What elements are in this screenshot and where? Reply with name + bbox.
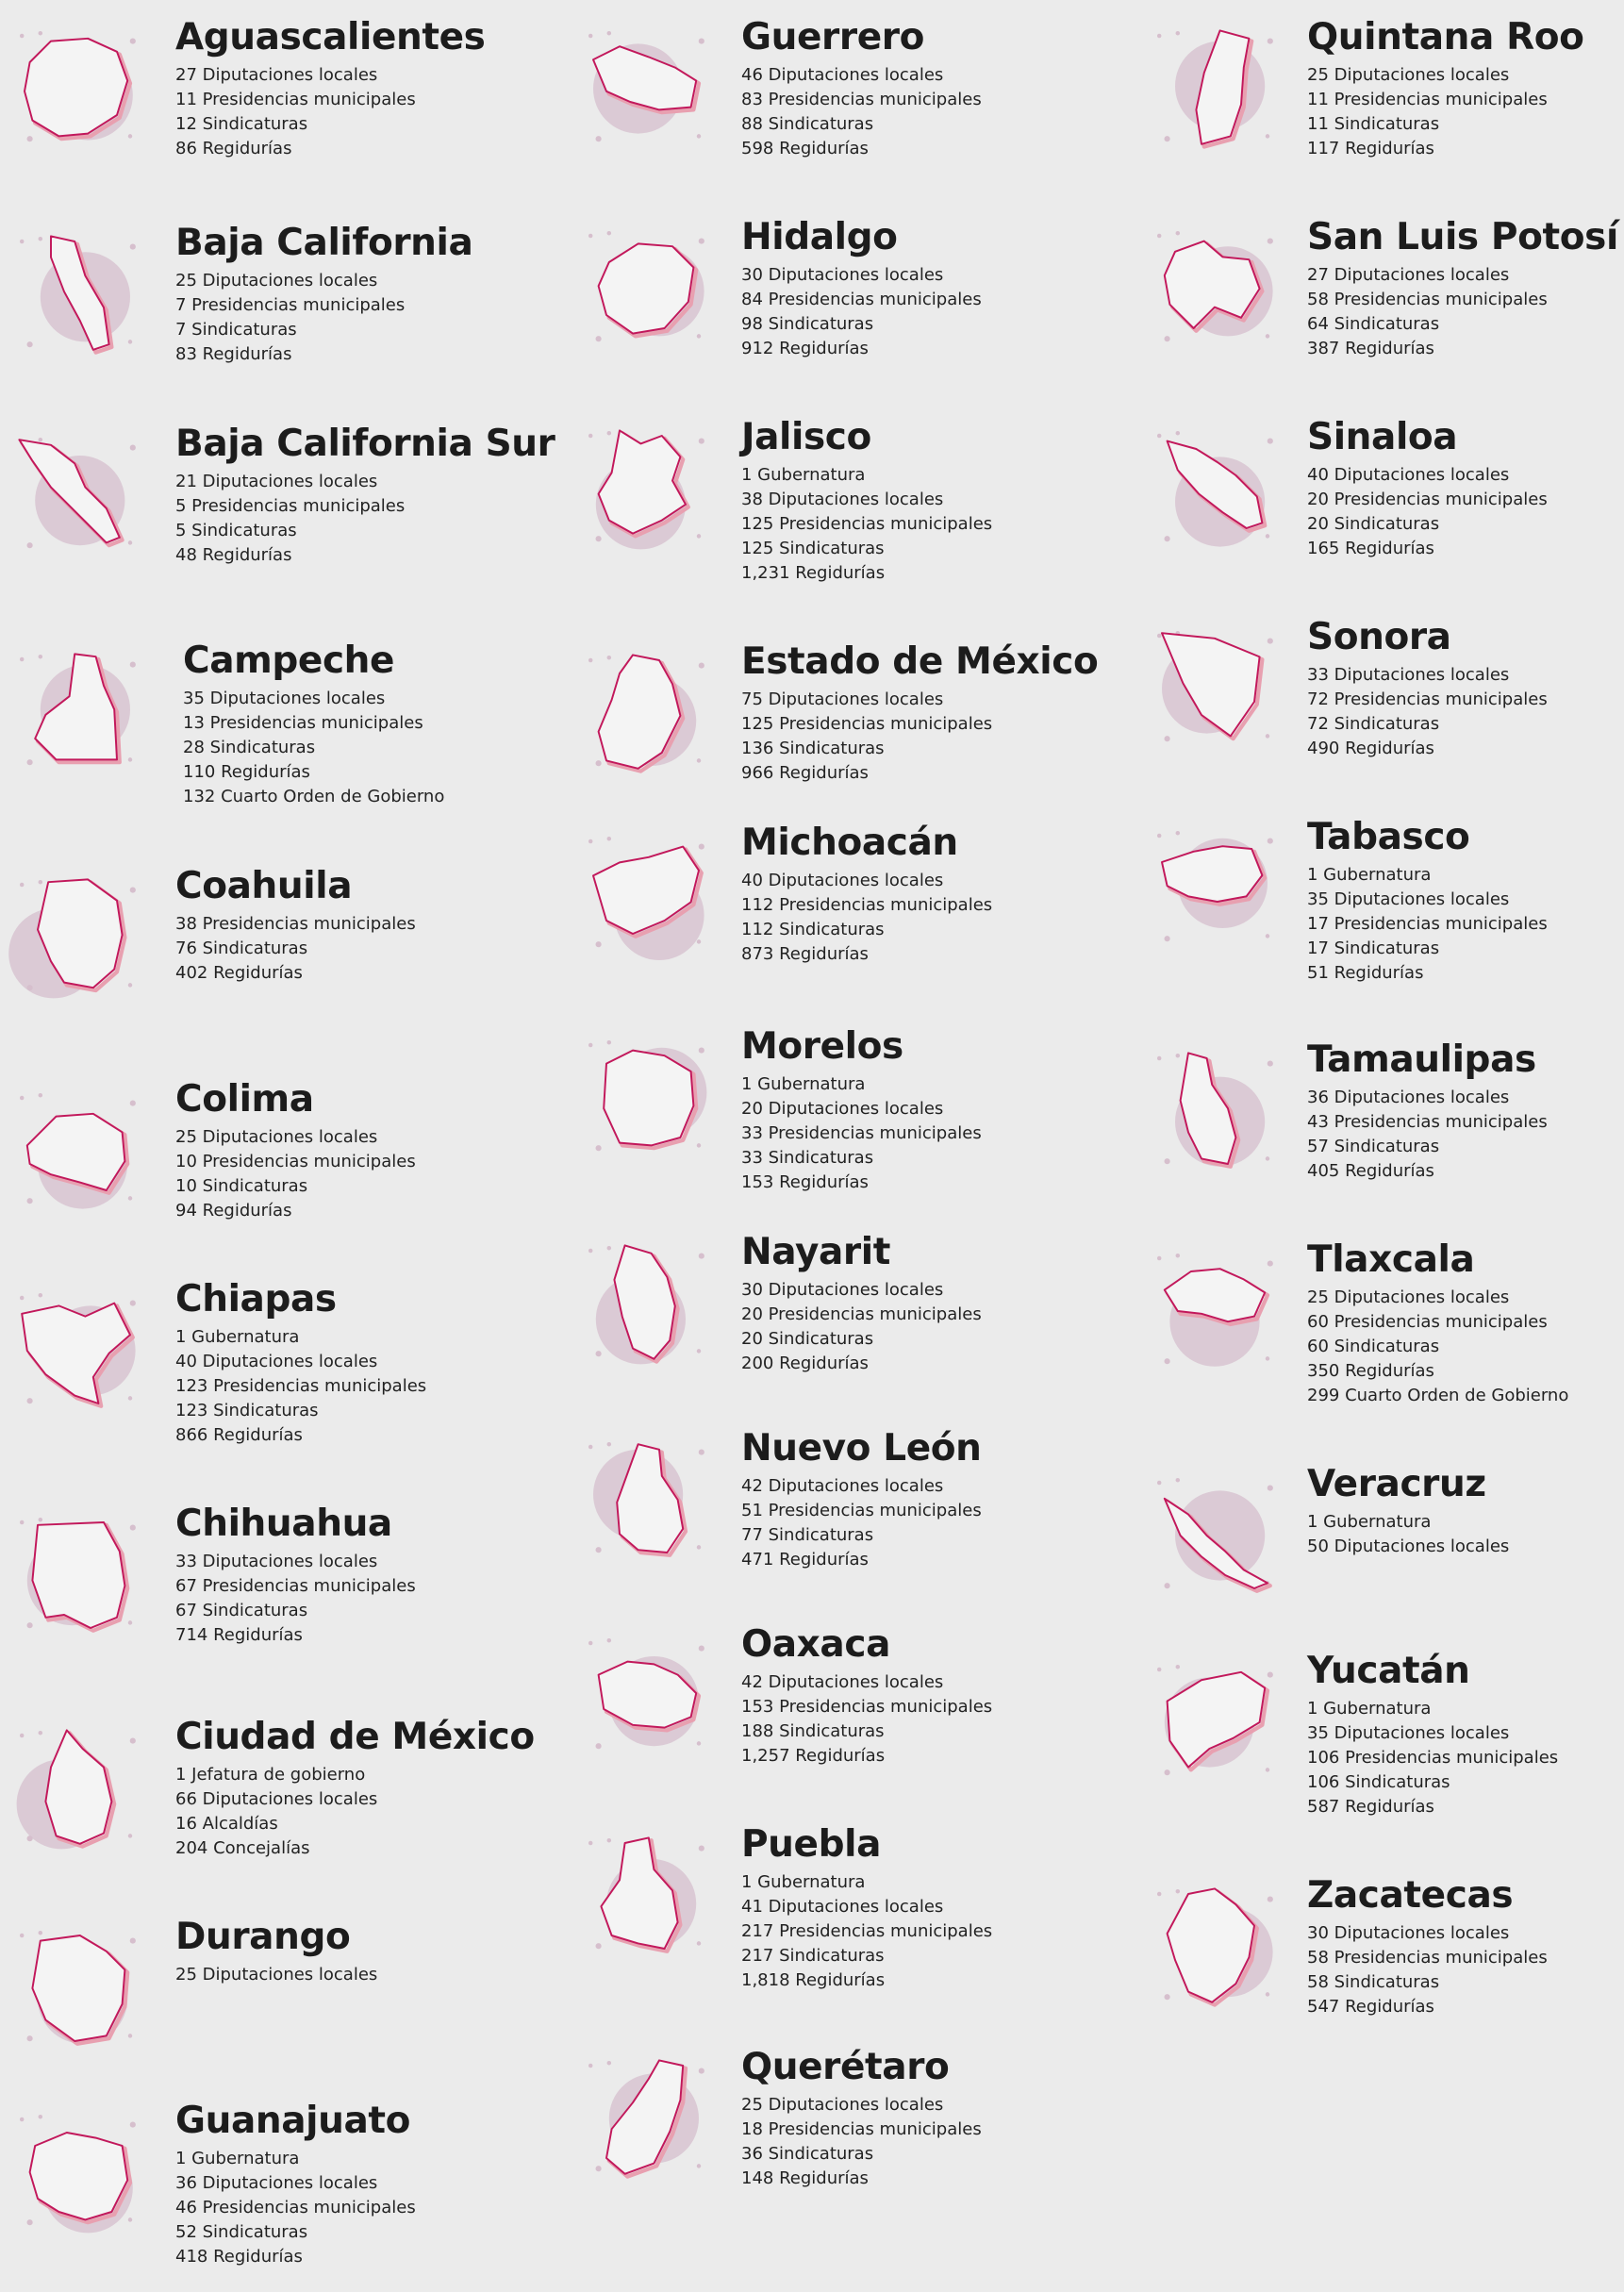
state-name: Chiapas xyxy=(175,1278,337,1320)
state-name: Sonora xyxy=(1307,616,1451,658)
positions-list xyxy=(741,2093,982,2191)
position-count: 1 Gubernatura xyxy=(1307,865,1432,885)
position-count: 1,257 Regidurías xyxy=(741,1746,886,1766)
position-count: 153 Presidencias municipales xyxy=(741,1697,993,1717)
position-count: 136 Sindicaturas xyxy=(741,739,885,758)
state-name: Estado de México xyxy=(741,640,1099,683)
positions-list xyxy=(1307,263,1618,361)
position-count: 12 Sindicaturas xyxy=(175,114,308,134)
state-name: San Luis Potosí xyxy=(1307,216,1618,258)
position-count: 51 Presidencias municipales xyxy=(741,1501,982,1520)
position-count: 20 Presidencias municipales xyxy=(741,1304,982,1324)
positions-list xyxy=(175,1550,416,1648)
position-count: 28 Sindicaturas xyxy=(183,738,316,757)
state-info xyxy=(175,1503,416,1648)
state-name: Guanajuato xyxy=(175,2100,411,2142)
position-count: 148 Regidurías xyxy=(741,2168,869,2188)
position-count: 714 Regidurías xyxy=(175,1625,303,1645)
state-name: Veracruz xyxy=(1307,1463,1486,1505)
zacatecas-map-icon xyxy=(1149,1881,1281,2013)
position-count: 204 Concejalías xyxy=(175,1838,310,1858)
position-count: 11 Presidencias municipales xyxy=(175,90,416,109)
position-count: 25 Diputaciones locales xyxy=(175,1965,378,1985)
position-count: 110 Regidurías xyxy=(183,762,310,782)
state-info xyxy=(175,1917,377,1987)
state-name: Guerrero xyxy=(741,16,924,58)
state-info xyxy=(741,1824,992,1993)
position-count: 86 Regidurías xyxy=(175,139,292,158)
position-count: 66 Diputaciones locales xyxy=(175,1789,378,1809)
tabasco-map-icon xyxy=(1149,822,1281,955)
position-count: 217 Sindicaturas xyxy=(741,1946,885,1966)
estado-de-mexico-map-icon xyxy=(580,647,712,779)
position-count: 20 Diputaciones locales xyxy=(741,1099,944,1119)
durango-map-icon xyxy=(11,1922,143,2054)
positions-list xyxy=(1307,663,1548,761)
position-count: 123 Presidencias municipales xyxy=(175,1376,427,1396)
position-count: 30 Diputaciones locales xyxy=(1307,1923,1510,1943)
position-count: 587 Regidurías xyxy=(1307,1797,1434,1817)
position-count: 7 Presidencias municipales xyxy=(175,295,406,315)
campeche-map-icon xyxy=(11,646,143,778)
ciudad-de-mexico-map-icon xyxy=(11,1722,143,1854)
column-2 xyxy=(566,0,1107,2292)
position-count: 966 Regidurías xyxy=(741,763,869,783)
position-count: 299 Cuarto Orden de Gobierno xyxy=(1307,1386,1569,1405)
positions-list xyxy=(741,1278,982,1376)
state-info xyxy=(1307,1875,1548,2019)
positions-list xyxy=(741,1474,982,1572)
colima-map-icon xyxy=(11,1085,143,1217)
position-count: 64 Sindicaturas xyxy=(1307,314,1440,334)
position-count: 57 Sindicaturas xyxy=(1307,1137,1440,1156)
position-count: 16 Alcaldías xyxy=(175,1814,278,1834)
morelos-map-icon xyxy=(580,1032,712,1164)
state-name: Tamaulipas xyxy=(1307,1038,1536,1081)
baja-california-map-icon xyxy=(11,228,143,360)
state-name: Baja California Sur xyxy=(175,423,555,465)
position-count: 67 Presidencias municipales xyxy=(175,1576,416,1596)
state-name: Michoacán xyxy=(741,822,958,864)
state-info xyxy=(175,17,486,161)
queretaro-map-icon xyxy=(580,2052,712,2184)
position-count: 5 Presidencias municipales xyxy=(175,496,406,516)
positions-list xyxy=(175,912,416,986)
state-name: Durango xyxy=(175,1916,351,1958)
position-count: 30 Diputaciones locales xyxy=(741,265,944,285)
state-info xyxy=(741,1624,992,1769)
position-count: 21 Diputaciones locales xyxy=(175,472,378,491)
state-name: Zacatecas xyxy=(1307,1874,1514,1917)
state-info xyxy=(741,17,982,161)
position-count: 46 Diputaciones locales xyxy=(741,65,944,85)
position-count: 10 Sindicaturas xyxy=(175,1176,308,1196)
position-count: 1 Gubernatura xyxy=(741,465,866,485)
position-count: 25 Diputaciones locales xyxy=(1307,65,1510,85)
positions-list xyxy=(1307,63,1584,161)
position-count: 1 Gubernatura xyxy=(741,1074,866,1094)
state-name: Querétaro xyxy=(741,2046,950,2088)
state-info xyxy=(741,417,992,586)
state-info xyxy=(741,641,1098,786)
position-count: 42 Diputaciones locales xyxy=(741,1476,944,1496)
position-count: 866 Regidurías xyxy=(175,1425,303,1445)
state-info xyxy=(175,1717,535,1861)
column-3 xyxy=(1132,0,1624,2292)
sonora-map-icon xyxy=(1149,623,1281,755)
state-name: Puebla xyxy=(741,1823,882,1866)
guanajuato-map-icon xyxy=(11,2106,143,2238)
positions-list xyxy=(741,63,982,161)
position-count: 27 Diputaciones locales xyxy=(175,65,378,85)
positions-list xyxy=(741,1670,992,1769)
position-count: 188 Sindicaturas xyxy=(741,1721,885,1741)
position-count: 33 Diputaciones locales xyxy=(1307,665,1510,685)
tlaxcala-map-icon xyxy=(1149,1245,1281,1377)
position-count: 35 Diputaciones locales xyxy=(1307,889,1510,909)
positions-list xyxy=(741,1072,982,1195)
position-count: 72 Presidencias municipales xyxy=(1307,689,1548,709)
quintana-roo-map-icon xyxy=(1149,23,1281,155)
state-info xyxy=(741,1428,982,1572)
hidalgo-map-icon xyxy=(580,223,712,355)
state-info xyxy=(1307,17,1584,161)
position-count: 350 Regidurías xyxy=(1307,1361,1434,1381)
state-name: Nuevo León xyxy=(741,1427,982,1470)
state-name: Oaxaca xyxy=(741,1623,890,1666)
sinaloa-map-icon xyxy=(1149,423,1281,555)
column-1 xyxy=(0,0,555,2292)
chihuahua-map-icon xyxy=(11,1509,143,1641)
position-count: 51 Regidurías xyxy=(1307,963,1424,983)
nayarit-map-icon xyxy=(580,1237,712,1370)
position-count: 490 Regidurías xyxy=(1307,739,1434,758)
position-count: 598 Regidurías xyxy=(741,139,869,158)
puebla-map-icon xyxy=(580,1830,712,1962)
state-info xyxy=(1307,1239,1568,1408)
chiapas-map-icon xyxy=(11,1285,143,1417)
positions-list xyxy=(175,470,555,568)
position-count: 25 Diputaciones locales xyxy=(1307,1287,1510,1307)
positions-list xyxy=(175,1125,416,1223)
positions-list xyxy=(1307,463,1548,561)
position-count: 40 Diputaciones locales xyxy=(175,1352,378,1371)
position-count: 20 Sindicaturas xyxy=(1307,514,1440,534)
position-count: 52 Sindicaturas xyxy=(175,2222,308,2242)
position-count: 36 Sindicaturas xyxy=(741,2144,874,2164)
position-count: 18 Presidencias municipales xyxy=(741,2119,982,2139)
san-luis-potosi-map-icon xyxy=(1149,223,1281,355)
position-count: 83 Presidencias municipales xyxy=(741,90,982,109)
state-name: Tabasco xyxy=(1307,816,1470,858)
position-count: 30 Diputaciones locales xyxy=(741,1280,944,1300)
position-count: 117 Regidurías xyxy=(1307,139,1434,158)
position-count: 1 Gubernatura xyxy=(1307,1512,1432,1532)
position-count: 38 Presidencias municipales xyxy=(175,914,416,934)
state-info xyxy=(1307,1039,1548,1184)
state-name: Jalisco xyxy=(741,416,871,458)
state-name: Colima xyxy=(175,1078,314,1121)
oaxaca-map-icon xyxy=(580,1630,712,1762)
state-info xyxy=(1307,1651,1558,1819)
position-count: 88 Sindicaturas xyxy=(741,114,874,134)
position-count: 1 Gubernatura xyxy=(1307,1699,1432,1719)
positions-list xyxy=(741,688,1098,786)
state-info xyxy=(741,822,992,967)
positions-list xyxy=(1307,863,1548,986)
position-count: 40 Diputaciones locales xyxy=(1307,465,1510,485)
jalisco-map-icon xyxy=(580,423,712,555)
positions-list xyxy=(175,2147,416,2269)
aguascalientes-map-icon xyxy=(11,23,143,155)
position-count: 43 Presidencias municipales xyxy=(1307,1112,1548,1132)
position-count: 1 Gubernatura xyxy=(175,1327,300,1347)
position-count: 125 Presidencias municipales xyxy=(741,514,993,534)
state-name: Baja California xyxy=(175,222,473,264)
position-count: 17 Sindicaturas xyxy=(1307,938,1440,958)
position-count: 94 Regidurías xyxy=(175,1201,292,1221)
state-info xyxy=(1307,417,1548,561)
positions-list xyxy=(175,1963,377,1987)
michoacan-map-icon xyxy=(580,828,712,960)
position-count: 50 Diputaciones locales xyxy=(1307,1536,1510,1556)
state-info xyxy=(175,424,555,568)
state-info xyxy=(741,2047,982,2191)
positions-list xyxy=(1307,1697,1558,1819)
position-count: 83 Regidurías xyxy=(175,344,292,364)
state-name: Nayarit xyxy=(741,1231,890,1273)
positions-list xyxy=(175,1325,426,1448)
state-name: Campeche xyxy=(183,639,395,682)
position-count: 67 Sindicaturas xyxy=(175,1601,308,1620)
position-count: 873 Regidurías xyxy=(741,944,869,964)
positions-list xyxy=(1307,1086,1548,1184)
position-count: 1 Gubernatura xyxy=(175,2149,300,2168)
baja-california-sur-map-icon xyxy=(11,429,143,561)
state-name: Aguascalientes xyxy=(175,16,486,58)
position-count: 165 Regidurías xyxy=(1307,539,1434,558)
state-info xyxy=(1307,617,1548,761)
coahuila-map-icon xyxy=(11,872,143,1004)
positions-list xyxy=(1307,1921,1548,2019)
position-count: 200 Regidurías xyxy=(741,1354,869,1373)
position-count: 11 Sindicaturas xyxy=(1307,114,1440,134)
positions-list xyxy=(175,1763,535,1861)
position-count: 153 Regidurías xyxy=(741,1172,869,1192)
position-count: 112 Sindicaturas xyxy=(741,920,885,939)
position-count: 25 Diputaciones locales xyxy=(175,1127,378,1147)
state-info xyxy=(741,1232,982,1376)
position-count: 33 Sindicaturas xyxy=(741,1148,874,1168)
position-count: 58 Presidencias municipales xyxy=(1307,1948,1548,1968)
guerrero-map-icon xyxy=(580,23,712,155)
state-info xyxy=(175,2101,416,2269)
position-count: 123 Sindicaturas xyxy=(175,1401,319,1420)
positions-list xyxy=(741,1870,992,1993)
position-count: 10 Presidencias municipales xyxy=(175,1152,416,1171)
state-info xyxy=(1307,1464,1509,1559)
position-count: 405 Regidurías xyxy=(1307,1161,1434,1181)
position-count: 20 Sindicaturas xyxy=(741,1329,874,1349)
nuevo-leon-map-icon xyxy=(580,1434,712,1566)
position-count: 912 Regidurías xyxy=(741,339,869,358)
position-count: 42 Diputaciones locales xyxy=(741,1672,944,1692)
position-count: 27 Diputaciones locales xyxy=(1307,265,1510,285)
position-count: 106 Presidencias municipales xyxy=(1307,1748,1559,1768)
position-count: 40 Diputaciones locales xyxy=(741,871,944,890)
positions-list xyxy=(1307,1510,1509,1559)
positions-list xyxy=(1307,1286,1568,1408)
position-count: 11 Presidencias municipales xyxy=(1307,90,1548,109)
position-count: 77 Sindicaturas xyxy=(741,1525,874,1545)
state-info xyxy=(1307,817,1548,986)
position-count: 20 Presidencias municipales xyxy=(1307,490,1548,509)
position-count: 17 Presidencias municipales xyxy=(1307,914,1548,934)
state-info xyxy=(741,217,982,361)
position-count: 58 Sindicaturas xyxy=(1307,1972,1440,1992)
position-count: 58 Presidencias municipales xyxy=(1307,290,1548,309)
state-name: Ciudad de México xyxy=(175,1716,535,1758)
position-count: 41 Diputaciones locales xyxy=(741,1897,944,1917)
position-count: 217 Presidencias municipales xyxy=(741,1921,993,1941)
state-info xyxy=(1307,217,1618,361)
position-count: 84 Presidencias municipales xyxy=(741,290,982,309)
position-count: 387 Regidurías xyxy=(1307,339,1434,358)
position-count: 98 Sindicaturas xyxy=(741,314,874,334)
position-count: 7 Sindicaturas xyxy=(175,320,297,340)
state-name: Tlaxcala xyxy=(1307,1238,1475,1281)
yucatan-map-icon xyxy=(1149,1656,1281,1788)
position-count: 46 Presidencias municipales xyxy=(175,2198,416,2217)
position-count: 75 Diputaciones locales xyxy=(741,689,944,709)
position-count: 471 Regidurías xyxy=(741,1550,869,1570)
position-count: 25 Diputaciones locales xyxy=(175,271,378,291)
state-info xyxy=(175,1079,416,1223)
veracruz-map-icon xyxy=(1149,1470,1281,1602)
position-count: 547 Regidurías xyxy=(1307,1997,1434,2017)
position-count: 1,231 Regidurías xyxy=(741,563,886,583)
position-count: 1 Jefatura de gobierno xyxy=(175,1765,366,1785)
positions-list xyxy=(741,263,982,361)
position-count: 35 Diputaciones locales xyxy=(183,689,386,708)
state-name: Coahuila xyxy=(175,865,353,907)
position-count: 106 Sindicaturas xyxy=(1307,1772,1450,1792)
position-count: 112 Presidencias municipales xyxy=(741,895,993,915)
state-name: Morelos xyxy=(741,1025,903,1068)
positions-list xyxy=(175,63,486,161)
position-count: 25 Diputaciones locales xyxy=(741,2095,944,2115)
state-name: Hidalgo xyxy=(741,216,898,258)
positions-list xyxy=(741,463,992,586)
position-count: 36 Diputaciones locales xyxy=(1307,1088,1510,1107)
position-count: 13 Presidencias municipales xyxy=(183,713,423,733)
position-count: 132 Cuarto Orden de Gobierno xyxy=(183,787,445,806)
positions-list xyxy=(183,687,444,809)
position-count: 48 Regidurías xyxy=(175,545,292,565)
positions-list xyxy=(741,869,992,967)
state-name: Quintana Roo xyxy=(1307,16,1584,58)
state-name: Yucatán xyxy=(1307,1650,1470,1692)
position-count: 5 Sindicaturas xyxy=(175,521,297,540)
position-count: 33 Presidencias municipales xyxy=(741,1123,982,1143)
position-count: 35 Diputaciones locales xyxy=(1307,1723,1510,1743)
state-name: Sinaloa xyxy=(1307,416,1458,458)
position-count: 33 Diputaciones locales xyxy=(175,1552,378,1571)
position-count: 1 Gubernatura xyxy=(741,1872,866,1892)
state-info xyxy=(741,1026,982,1195)
state-info xyxy=(175,1279,426,1448)
position-count: 125 Sindicaturas xyxy=(741,539,885,558)
positions-list xyxy=(175,269,472,367)
tamaulipas-map-icon xyxy=(1149,1045,1281,1177)
state-info xyxy=(175,866,416,986)
position-count: 60 Presidencias municipales xyxy=(1307,1312,1548,1332)
position-count: 125 Presidencias municipales xyxy=(741,714,993,734)
position-count: 1,818 Regidurías xyxy=(741,1970,886,1990)
position-count: 36 Diputaciones locales xyxy=(175,2173,378,2193)
position-count: 72 Sindicaturas xyxy=(1307,714,1440,734)
position-count: 402 Regidurías xyxy=(175,963,303,983)
position-count: 60 Sindicaturas xyxy=(1307,1337,1440,1356)
state-info xyxy=(175,223,472,367)
state-info xyxy=(183,640,444,809)
position-count: 38 Diputaciones locales xyxy=(741,490,944,509)
state-name: Chihuahua xyxy=(175,1503,392,1545)
position-count: 418 Regidurías xyxy=(175,2247,303,2267)
position-count: 76 Sindicaturas xyxy=(175,938,308,958)
